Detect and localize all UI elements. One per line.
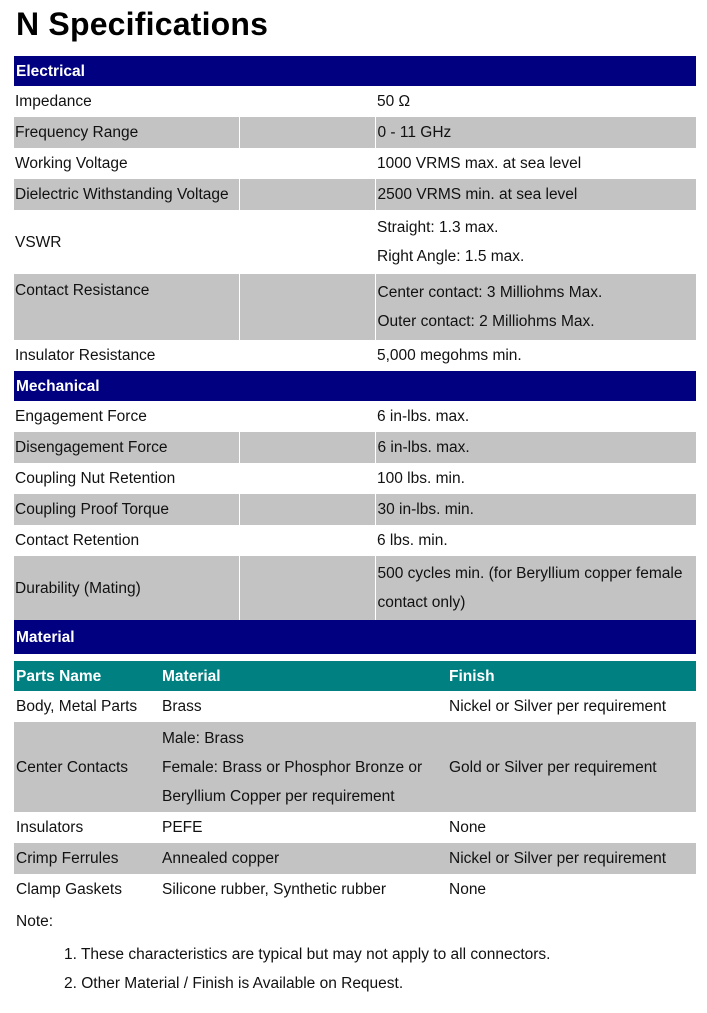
- spec-label: Engagement Force: [15, 408, 147, 425]
- table-row: [14, 874, 696, 905]
- note-item: 2. Other Material / Finish is Available on Request.: [64, 975, 404, 992]
- part-material: PEFE: [162, 819, 203, 836]
- material-table: [14, 661, 696, 905]
- part-finish: Gold or Silver per requirement: [447, 722, 696, 812]
- part-name: Center Contacts: [14, 722, 160, 812]
- spec-label: Coupling Nut Retention: [15, 470, 176, 487]
- spec-value-line: Center contact: 3 Milliohms Max.: [377, 284, 603, 301]
- spec-label: Impedance: [15, 93, 92, 110]
- table-row: [14, 722, 696, 812]
- part-finish: None: [449, 819, 487, 836]
- material-line: Female: Brass or Phosphor Bronze or: [162, 758, 423, 776]
- spec-value: 6 lbs. min.: [377, 532, 448, 549]
- spec-table: [14, 56, 696, 654]
- table-row: [14, 843, 696, 874]
- spec-value-line: 500 cycles min. (for Beryllium copper female: [377, 565, 683, 582]
- spec-label: Durability (Mating): [14, 556, 239, 620]
- part-material: Silicone rubber, Synthetic rubber: [162, 881, 387, 898]
- spec-label: Insulator Resistance: [15, 347, 156, 364]
- table-row: [14, 432, 696, 463]
- spec-value: 100 lbs. min.: [377, 470, 465, 487]
- section-heading: Electrical: [14, 56, 696, 86]
- spec-value: 6 in-lbs. max.: [375, 432, 696, 463]
- part-finish: Nickel or Silver per requirement: [449, 698, 667, 715]
- table-row: [14, 812, 696, 843]
- spec-value: 2500 VRMS min. at sea level: [375, 179, 696, 210]
- material-line: Male: Brass: [162, 729, 244, 747]
- spec-label: Contact Resistance: [14, 274, 239, 340]
- table-row: [14, 556, 696, 620]
- material-header-row: [14, 661, 696, 691]
- part-finish: None: [449, 881, 487, 898]
- spec-value: [375, 210, 696, 274]
- spec-value: 1000 VRMS max. at sea level: [377, 155, 582, 172]
- table-row: [14, 691, 696, 722]
- section-heading: Mechanical: [14, 371, 696, 401]
- table-row: [14, 179, 696, 210]
- table-row: [14, 148, 696, 179]
- spec-value-line: Straight: 1.3 max.: [377, 219, 499, 236]
- part-material: [160, 722, 447, 812]
- spec-label: Disengagement Force: [14, 432, 239, 463]
- table-row: [14, 494, 696, 525]
- table-row: [14, 340, 696, 371]
- table-row: [14, 463, 696, 494]
- spec-label: VSWR: [15, 233, 62, 251]
- spec-value: [375, 274, 696, 340]
- part-name: Insulators: [16, 819, 84, 836]
- spec-label: Coupling Proof Torque: [14, 494, 239, 525]
- spec-value-line: Outer contact: 2 Milliohms Max.: [377, 313, 595, 330]
- table-row: [14, 210, 696, 274]
- table-row: [14, 86, 696, 117]
- part-material: Brass: [162, 698, 202, 715]
- spec-label: Dielectric Withstanding Voltage: [14, 179, 239, 210]
- section-heading: Material: [14, 620, 696, 654]
- spec-value: [375, 556, 696, 620]
- spec-value-line: contact only): [377, 594, 466, 611]
- column-header: Finish: [447, 661, 696, 691]
- note-list: [64, 940, 550, 998]
- part-name: Clamp Gaskets: [16, 881, 122, 898]
- part-finish: Nickel or Silver per requirement: [447, 843, 696, 874]
- spec-label: Working Voltage: [15, 155, 128, 172]
- section-material: [14, 620, 696, 654]
- section-electrical: [14, 56, 696, 86]
- spec-value-line: Right Angle: 1.5 max.: [377, 248, 525, 265]
- spec-value: 6 in-lbs. max.: [377, 408, 470, 425]
- column-header: Parts Name: [14, 661, 160, 691]
- note-item: 1. These characteristics are typical but may not apply to all connectors.: [64, 946, 551, 963]
- table-row: [14, 274, 696, 340]
- table-row: [14, 525, 696, 556]
- part-material: Annealed copper: [160, 843, 447, 874]
- spec-value: 5,000 megohms min.: [377, 347, 522, 364]
- spec-label: Contact Retention: [15, 532, 140, 549]
- note-label: Note:: [16, 913, 54, 930]
- section-mechanical: [14, 371, 696, 401]
- column-header: Material: [160, 661, 447, 691]
- spec-value: 50 Ω: [377, 93, 411, 110]
- material-line: Beryllium Copper per requirement: [162, 787, 395, 805]
- spec-value: 30 in-lbs. min.: [375, 494, 696, 525]
- part-name: Body, Metal Parts: [16, 698, 138, 715]
- table-row: [14, 401, 696, 432]
- page-title: N Specifications: [16, 6, 269, 42]
- part-name: Crimp Ferrules: [14, 843, 160, 874]
- table-row: [14, 117, 696, 148]
- spec-value: 0 - 11 GHz: [375, 117, 696, 148]
- spec-label: Frequency Range: [14, 117, 239, 148]
